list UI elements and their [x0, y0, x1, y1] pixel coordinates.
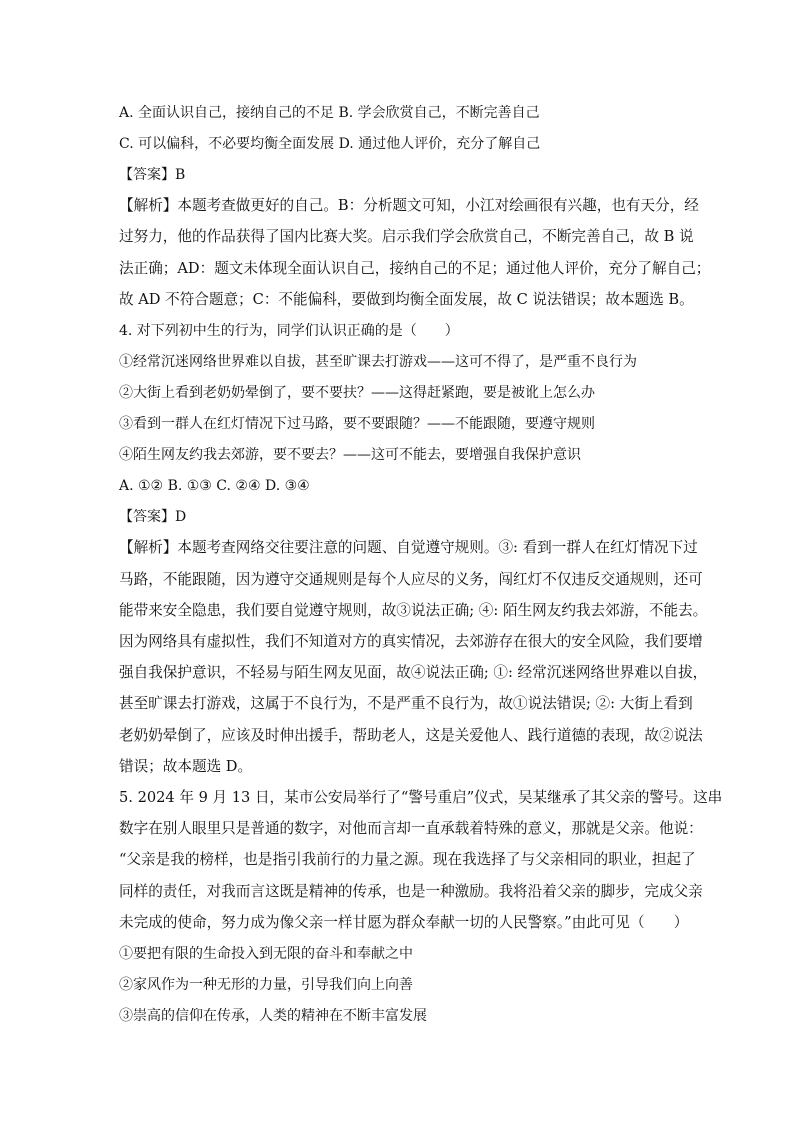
q5-stem-line: 数字在别人眼里只是普通的数字，对他而言却一直承载着特殊的意义，那就是父亲。他说： [119, 820, 703, 837]
q5-stem-line: “父亲是我的榜样，也是指引我前行的力量之源。现在我选择了与父亲相同的职业，担起了 [119, 851, 696, 868]
q3-answer: 【答案】B [119, 167, 186, 183]
q4-analysis-line: 错误；故本题选 D。 [119, 758, 253, 775]
q4-analysis-line: 因为网络具有虚拟性，我们不知道对方的真实情况，去郊游存在很大的安全风险，我们要增 [119, 633, 703, 650]
q3-options-cd: C. 可以偏科，不必要均衡全面发展 D. 通过他人评价，充分了解自己 [119, 136, 541, 152]
q3-analysis-line: 故 AD 不符合题意；C：不能偏科，要做到均衡全面发展，故 C 说法错误；故本题选 B。 [119, 291, 694, 308]
q3-analysis-line: 法正确；AD：题文未体现全面认识自己，接纳自己的不足；通过他人评价，充分了解自己； [119, 260, 711, 277]
q4-analysis-line: 甚至旷课去打游戏，这属于不良行为，不是严重不良行为，故①说法错误; ②: 大街上看到 [119, 695, 693, 712]
q4-options: A. ①② B. ①③ C. ②④ D. ③④ [119, 478, 310, 494]
q4-analysis-line: 马路，不能跟随，因为遵守交通规则是每个人应尽的义务，闯红灯不仅违反交通规则，还可 [119, 571, 703, 588]
q4-item: ①经常沉迷网络世界难以自拔，甚至旷课去打游戏——这可不得了，是严重不良行为 [119, 354, 637, 370]
q5-item: ②家风作为一种无形的力量，引导我们向上向善 [119, 977, 413, 993]
q5-stem-line: 未完成的使命，努力成为像父亲一样甘愿为群众奉献一切的人民警察。”由此可见（ ） [119, 914, 689, 931]
q3-analysis-line: 过努力，他的作品获得了国内比赛大奖。启示我们学会欣赏自己，不断完善自己，故 B 说 [119, 228, 694, 245]
q4-stem: 4. 对下列初中生的行为，同学们认识正确的是（ ） [119, 323, 459, 339]
q4-item: ②大街上看到老奶奶晕倒了，要不要扶？——这得赶紧跑，要是被讹上怎么办 [119, 385, 595, 401]
q4-analysis-line: 【解析】本题考查网络交往要注意的问题、自觉遵守规则。③: 看到一群人在红灯情况下过 [119, 539, 698, 556]
q5-item: ③崇高的信仰在传承，人类的精神在不断丰富发展 [119, 1008, 427, 1024]
q4-answer: 【答案】D [119, 509, 187, 525]
q4-analysis-line: 老奶奶晕倒了，应该及时伸出援手，帮助老人，这是关爱他人、践行道德的表现，故②说法 [119, 727, 703, 744]
q3-options-ab: A. 全面认识自己，接纳自己的不足 B. 学会欣赏自己，不断完善自己 [119, 105, 540, 121]
q3-analysis-line: 【解析】本题考查做更好的自己。B：分析题文可知，小江对绘画很有兴趣，也有天分，经 [119, 197, 699, 214]
q4-item: ③看到一群人在红灯情况下过马路，要不要跟随？——不能跟随，要遵守规则 [119, 416, 595, 432]
q5-item: ①要把有限的生命投入到无限的奋斗和奉献之中 [119, 946, 413, 962]
q5-stem-line: 同样的责任，对我而言这既是精神的传承，也是一种激励。我将沿着父亲的脚步，完成父亲 [119, 883, 703, 900]
q4-analysis-line: 强自我保护意识，不轻易与陌生网友见面，故④说法正确; ①: 经常沉迷网络世界难以自拔， [119, 664, 708, 681]
q5-stem-line: 5. 2024 年 9 月 13 日，某市公安局举行了“警号重启”仪式，吴某继承了其父亲的警号。这串 [119, 789, 723, 806]
q4-analysis-line: 能带来安全隐患，我们要自觉遵守规则，故③说法正确; ④: 陌生网友约我去郊游，不能去。 [119, 602, 708, 619]
q4-item: ④陌生网友约我去郊游，要不要去？——这可不能去，要增强自我保护意识 [119, 447, 581, 463]
